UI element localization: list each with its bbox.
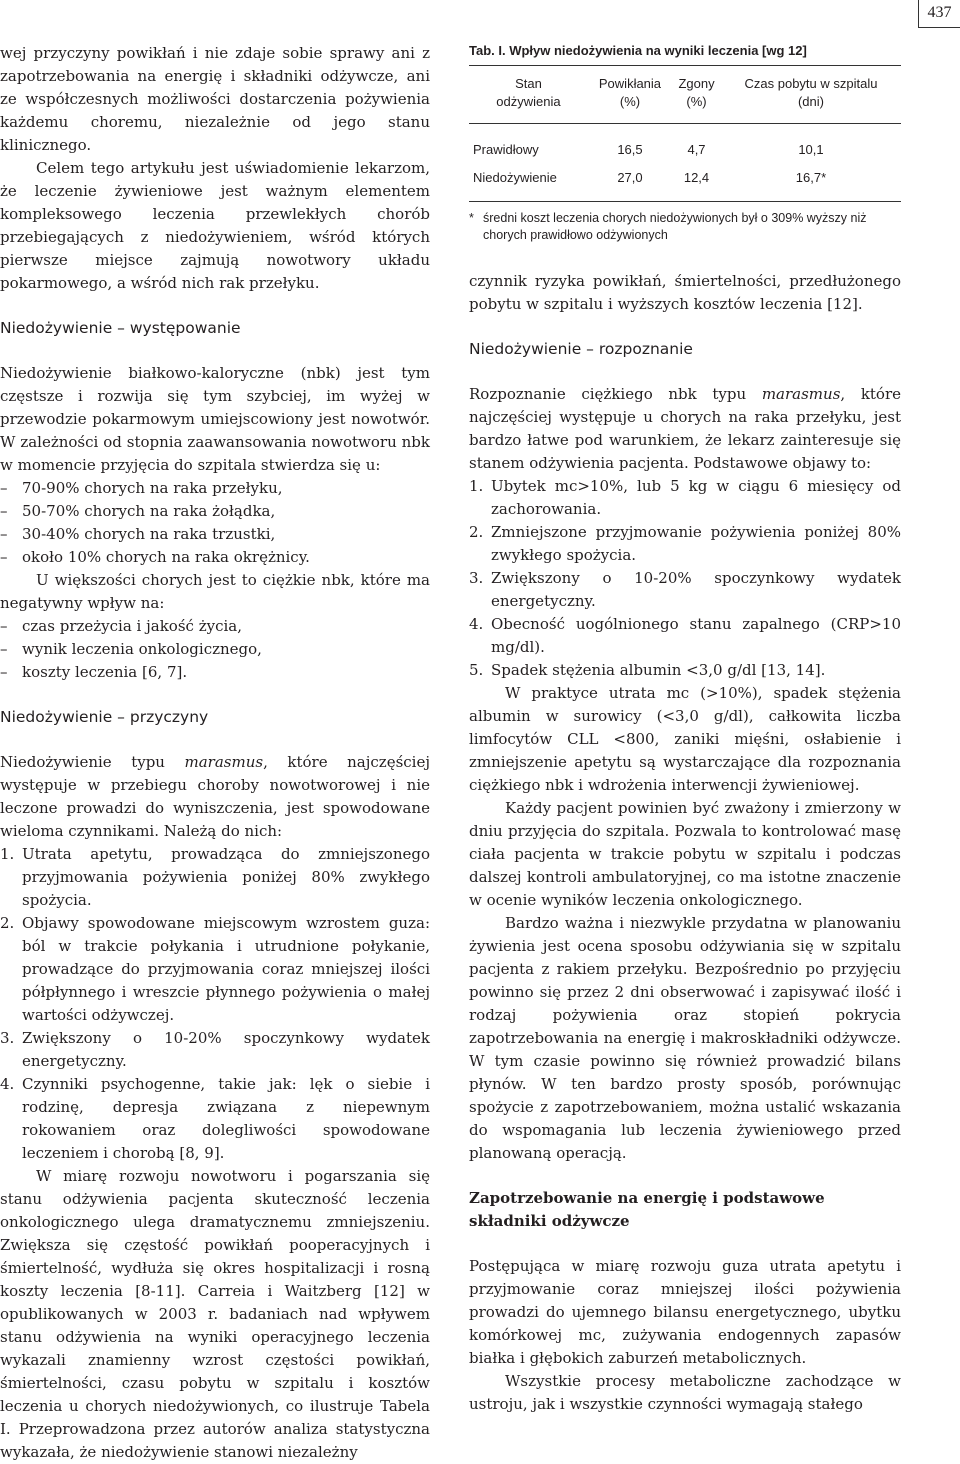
list-item: – koszty leczenia [6, 7]. — [0, 661, 430, 684]
list-item: 4. Czynniki psychogenne, takie jak: lęk o siebie i rodzinę, depresja związana z niepewnym rokowaniem oraz dolegliwości spowodowane leczeniem i chorobą [8, 9]. — [0, 1075, 430, 1162]
list-item: – 70-90% chorych na raka przełyku, — [0, 477, 430, 500]
impact-list — [0, 615, 430, 684]
table-row: Niedożywienie 27,0 12,4 16,7* — [469, 164, 901, 202]
list-item: – 50-70% chorych na raka żołądka, — [0, 500, 430, 523]
continuation-paragraph: czynnik ryzyka powikłań, śmiertelności, przedłużonego pobytu w szpitalu i wyższych kosztów leczenia [12]. — [469, 272, 901, 313]
diagnosis-paragraph-4: Bardzo ważna i niezwykle przydatna w planowaniu żywienia jest ocena sposobu odżywiania się w szpitalu pacjenta z rakiem przełyku. Bezpośrednio po przyjęciu powinno się przez 2 dni obserwować i zapisywać ilość i rodzaj pożywienia oraz stopień pokrycia zapotrzebowania na energię i makroskładniki odżywcze. W tym czasie powinno się również prowadzić bilans płynów. W ten bardzo prosty sposób, porównując spożycie z zapotrzebowaniem, można ustalić wskazania do wspomagania lub leczenia żywieniowego przed planowaną operacją. — [469, 914, 901, 1162]
occurrence-paragraph-1: Niedożywienie białkowo-kaloryczne (nbk) jest tym częstsze i rozwija się tym szybciej, im wyżej w przewodzie pokarmowym umiejscowiony jest nowotwór. W zależności od stopnia zaawansowania nowotworu nbk w momencie przyjęcia do szpitala stwierdza się u: — [0, 364, 430, 474]
table-1 — [469, 42, 901, 244]
table-header: Stan odżywienia — [496, 76, 561, 109]
left-column — [0, 42, 430, 1464]
diagnosis-paragraph-2: W praktyce utrata mc (>10%), spadek stężenia albumin w surowicy (<3,0 g/dl), całkowita liczba limfocytów CLL <800, zaniki mięśni, osłabienie i zmniejszenie apetytu są wystarczające dla rozpoznania ciężkiego nbk i wdrożenia interwencji żywieniowej. — [469, 684, 901, 794]
intro-paragraph-2: Celem tego artykułu jest uświadomienie lekarzom, że leczenie żywieniowe jest ważnym elementem kompleksowego leczenia przewlekłych chorób przebiegających z niedożywieniem, wśród których pierwsze miejsce zajmują nowotwory układu pokarmowego, a wśród nich rak przełyku. — [0, 159, 430, 292]
diagnosis-paragraph-3: Każdy pacjent powinien być zważony i zmierzony w dniu przyjęcia do szpitala. Pozwala to kontrolować masę ciała pacjenta w trakcie pobytu w szpitalu i podczas dalszej kontroli ambulatoryjnej, co ma istotne znaczenie w ocenie wyników leczenia onkologicznego. — [469, 799, 901, 909]
heading-energy: Zapotrzebowanie na energię i podstawowe składniki odżywcze — [469, 1189, 825, 1230]
intro-paragraph-1: wej przyczyny powikłań i nie zdaje sobie sprawy ani z zapotrzebowania na energię i składniki odżywcze, ani ze współczesnych możliwości dostarczenia pożywienia każdemu choremu, niezależnie od jego stanu klinicznego. — [0, 44, 430, 154]
energy-paragraph-1: Postępująca w miarę rozwoju guza utrata apetytu i przyjmowanie coraz mniejszej ilości pożywienia prowadzi do ujemnego bilansu energetycznego, ubytku komórkowej mc, zużywania endogennych zapasów białka i głębokich zaburzeń metabolicznych. — [469, 1257, 901, 1367]
causes-paragraph-2: W miarę rozwoju nowotworu i pogarszania się stanu odżywienia pacjenta skuteczność leczenia onkologicznego ulega dramatycznemu zmniejszeniu. Zwiększa się częstość powikłań pooperacyjnych i śmiertelność, wydłuża się okres hospitalizacji i rosną koszty leczenia [8-11]. Carreia i Waitzberg [12] w opublikowanych w 2003 r. badaniach nad wpływem stanu odżywienia na wyniki operacyjnego leczenia wykazali znamienny wzrost częstości powikłań, śmiertelności, czasu pobytu w szpitalu i kosztów leczenia u chorych niedożywionych, co ilustruje Tabela I. Przeprowadzona przez autorów analiza statystyczna wykazała, że niedożywienie stanowi niezależny — [0, 1167, 430, 1461]
results-table — [469, 66, 901, 202]
occurrence-paragraph-2: U większości chorych jest to ciężkie nbk, które ma negatywny wpływ na: — [0, 571, 430, 612]
list-item: – około 10% chorych na raka okrężnicy. — [0, 546, 430, 569]
table-header: Zgony (%) — [678, 76, 715, 109]
list-item: 4. Obecność uogólnionego stanu zapalnego (CRP>10 mg/dl). — [469, 615, 901, 656]
heading-occurrence: Niedożywienie – występowanie — [0, 319, 241, 337]
diagnosis-paragraph-1: Rozpoznanie ciężkiego nbk typu marasmus, które najczęściej występuje u chorych na raka przełyku, jest bardzo łatwe pod warunkiem, że lekarz zainteresuje się stanem odżywienia pacjenta. Podstawowe objawy to: — [469, 385, 902, 472]
table-footnote: * średni koszt leczenia chorych niedożywionych był o 309% wyższy niż chorych prawidłowo odżywionych — [469, 211, 867, 242]
energy-paragraph-2: Wszystkie procesy metaboliczne zachodzące w ustroju, jak i wszystkie czynności wymagają stałego — [469, 1372, 901, 1413]
list-item: 3. Zwiększony o 10-20% spoczynkowy wydatek energetyczny. — [469, 569, 901, 610]
list-item: 1. Ubytek mc>10%, lub 5 kg w ciągu 6 miesięcy od zachorowania. — [469, 477, 901, 518]
right-column — [469, 42, 901, 1416]
list-item: – 30-40% chorych na raka trzustki, — [0, 523, 430, 546]
occurrence-list — [0, 477, 430, 569]
list-item: 1. Utrata apetytu, prowadząca do zmniejszonego przyjmowania pożywienia poniżej 80% zwykłego spożycia. — [0, 845, 430, 909]
list-item: – czas przeżycia i jakość życia, — [0, 615, 430, 638]
heading-causes: Niedożywienie – przyczyny — [0, 708, 209, 726]
list-item: 5. Spadek stężenia albumin <3,0 g/dl [13, 14]. — [469, 661, 826, 679]
symptoms-list — [469, 475, 901, 682]
list-item: 3. Zwiększony o 10-20% spoczynkowy wydatek energetyczny. — [0, 1029, 430, 1070]
table-header: Powikłania (%) — [598, 76, 662, 109]
list-item: – wynik leczenia onkologicznego, — [0, 638, 430, 661]
heading-diagnosis: Niedożywienie – rozpoznanie — [469, 340, 693, 358]
page-number: 437 — [918, 0, 960, 28]
list-item: 2. Objawy spowodowane miejscowym wzrostem guza: ból w trakcie połykania i utrudnione połykanie, prowadzące do przyjmowania coraz mniejszej ilości półpłynnego i wreszcie płynnego pożywienia o małej wartości odżywczej. — [0, 914, 430, 1024]
table-header: Czas pobytu w szpitalu (dni) — [744, 76, 878, 109]
table-title: Tab. I. Wpływ niedożywienia na wyniki leczenia [wg 12] — [469, 42, 901, 66]
list-item: 2. Zmniejszone przyjmowanie pożywienia poniżej 80% zwykłego spożycia. — [469, 523, 901, 564]
causes-paragraph-1: Niedożywienie typu marasmus, które najczęściej występuje w przebiegu choroby nowotworowej i nie leczone prowadzi do wyniszczenia, jest spowodowane wieloma czynnikami. Należą do nich: — [0, 753, 430, 840]
table-row: Prawidłowy 16,5 4,7 10,1 — [473, 142, 824, 157]
causes-list — [0, 843, 430, 1165]
